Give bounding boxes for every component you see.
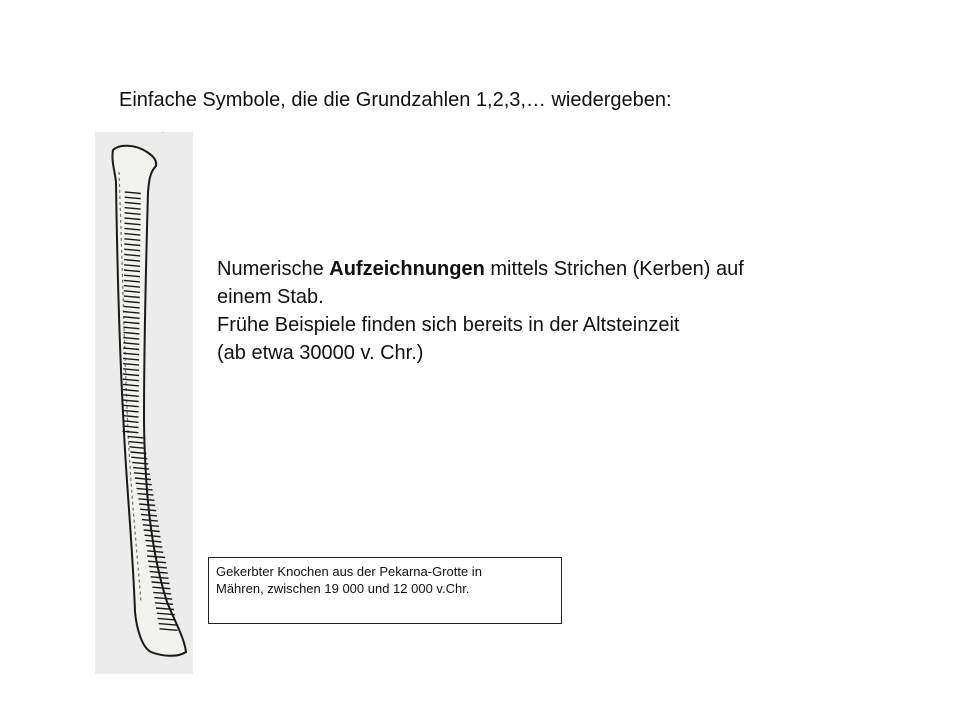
body-line-1-end: mittels Strichen (Kerben) auf xyxy=(484,258,744,280)
body-line-1-emphasis: Aufzeichnungen xyxy=(329,258,485,280)
body-line-3: Frühe Beispiele finden sich bereits in der Altsteinzeit xyxy=(217,314,680,336)
caption-line-1: Gekerbter Knochen aus der Pekarna-Grotte in xyxy=(216,564,482,579)
notched-bone-drawing xyxy=(95,132,193,674)
body-text xyxy=(217,255,857,367)
small-mark: ` xyxy=(161,132,164,140)
slide-title: Einfache Symbole, die die Grundzahlen 1,2,3,… wiedergeben: xyxy=(119,89,672,111)
body-line-2: einem Stab. xyxy=(217,286,324,308)
image-caption-box xyxy=(208,557,562,624)
caption-line-2: Mähren, zwischen 19 000 und 12 000 v.Chr. xyxy=(216,581,470,596)
bone-illustration xyxy=(95,132,193,674)
body-line-1-start: Numerische xyxy=(217,258,330,280)
body-line-1 xyxy=(217,255,857,283)
body-line-4: (ab etwa 30000 v. Chr.) xyxy=(217,342,424,364)
